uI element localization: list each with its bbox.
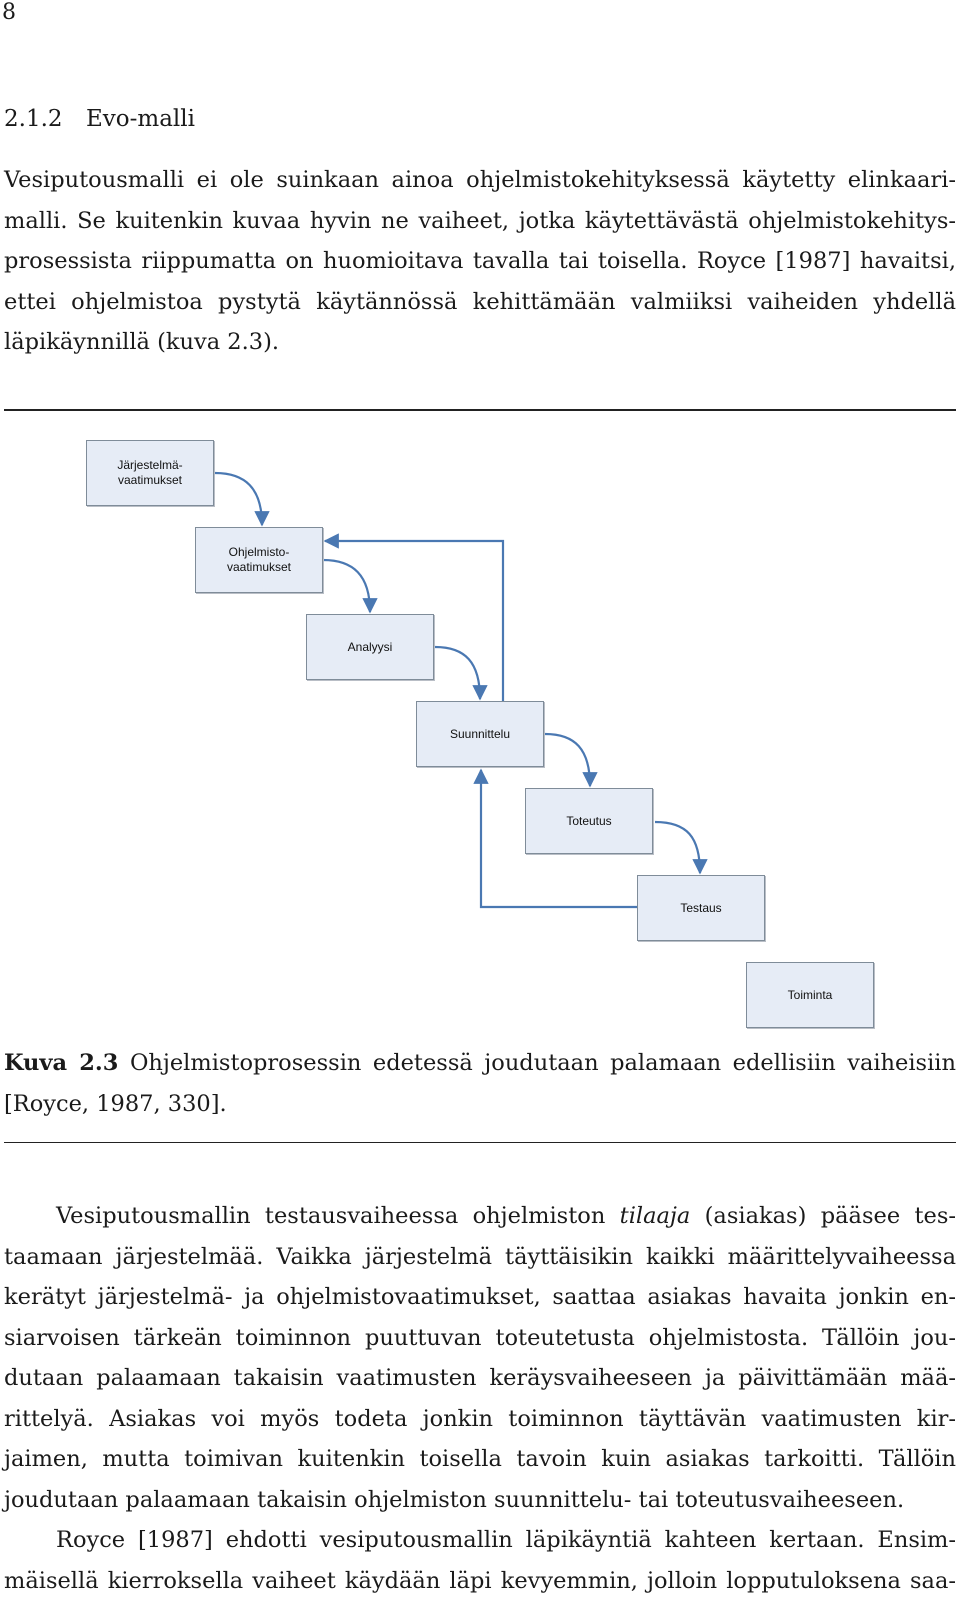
flow-arrow (435, 647, 480, 699)
text-line: Royce [1987] ehdotti vesiputousmallin läpikäyntiä kahteen kertaan. Ensim- (4, 1520, 956, 1561)
flow-arrow (215, 473, 262, 525)
box-toiminta: Toiminta (746, 962, 874, 1028)
text-line: rittelyä. Asiakas voi myös todeta jonkin toiminnon täyttävän vaatimusten kir- (4, 1399, 956, 1440)
text-line: joudutaan palaamaan takaisin ohjelmiston suunnittelu- tai toteutusvaiheeseen. (4, 1480, 956, 1521)
box-testaus: Testaus (637, 875, 765, 941)
box-analyysi: Analyysi (306, 614, 434, 680)
text-line: mäisellä kierroksella vaiheet käydään läpi kevyemmin, jolloin lopputuloksena saa- (4, 1561, 956, 1601)
figure-bottom-rule (4, 1142, 956, 1143)
box-suunnittelu: Suunnittelu (416, 701, 544, 767)
caption-label: Kuva 2.3 (4, 1050, 118, 1076)
section-number: 2.1.2 (4, 106, 86, 132)
caption-line (4, 1043, 956, 1084)
figure-caption (4, 1043, 956, 1124)
page-number: 8 (2, 0, 16, 25)
flow-arrow (655, 822, 700, 873)
text-line: siarvoisen tärkeän toiminnon puuttuvan toteutetusta ohjelmistosta. Tällöin jou- (4, 1318, 956, 1359)
flow-arrow (323, 560, 370, 612)
box-ohjelmistovaatimukset: Ohjelmisto- vaatimukset (195, 527, 323, 593)
box-jarjestelmavaatimukset: Järjestelmä- vaatimukset (86, 440, 214, 506)
text-line: Vesiputousmalli ei ole suinkaan ainoa ohjelmistokehityksessä käytetty elinkaari- (4, 160, 956, 201)
section-title: Evo-malli (86, 106, 195, 132)
text-span: (asiakas) pääsee tes- (690, 1203, 956, 1229)
text-span: Vesiputousmallin testausvaiheessa ohjelmiston (56, 1203, 620, 1229)
body-paragraph-2 (4, 1520, 956, 1601)
text-line: prosessista riippumatta on huomioitava tavalla tai toisella. Royce [1987] havaitsi, (4, 241, 956, 282)
emphasis-text: tilaaja (620, 1203, 691, 1229)
text-line: dutaan palaamaan takaisin vaatimusten keräysvaiheeseen ja päivittämään mää- (4, 1358, 956, 1399)
caption-line: [Royce, 1987, 330]. (4, 1084, 956, 1125)
text-line: ettei ohjelmistoa pystytä käytännössä kehittämään valmiiksi vaiheiden yhdellä (4, 282, 956, 323)
text-line: läpikäynnillä (kuva 2.3). (4, 322, 956, 363)
text-line (4, 1196, 956, 1237)
text-line: kerätyt järjestelmä- ja ohjelmistovaatimukset, saattaa asiakas havaita jonkin en- (4, 1277, 956, 1318)
flow-arrow (545, 734, 590, 786)
text-line: jaimen, mutta toimivan kuitenkin toisella tavoin kuin asiakas tarkoitti. Tällöin (4, 1439, 956, 1480)
caption-text: Ohjelmistoprosessin edetessä joudutaan palamaan edellisiin vaiheisiin (130, 1050, 956, 1076)
text-line: taamaan järjestelmää. Vaikka järjestelmä täyttäisikin kaikki määrittelyvaiheessa (4, 1237, 956, 1278)
box-toteutus: Toteutus (525, 788, 653, 854)
text-line: malli. Se kuitenkin kuvaa hyvin ne vaiheet, jotka käytettävästä ohjelmistokehitys- (4, 201, 956, 242)
body-paragraph-1 (4, 1196, 956, 1520)
